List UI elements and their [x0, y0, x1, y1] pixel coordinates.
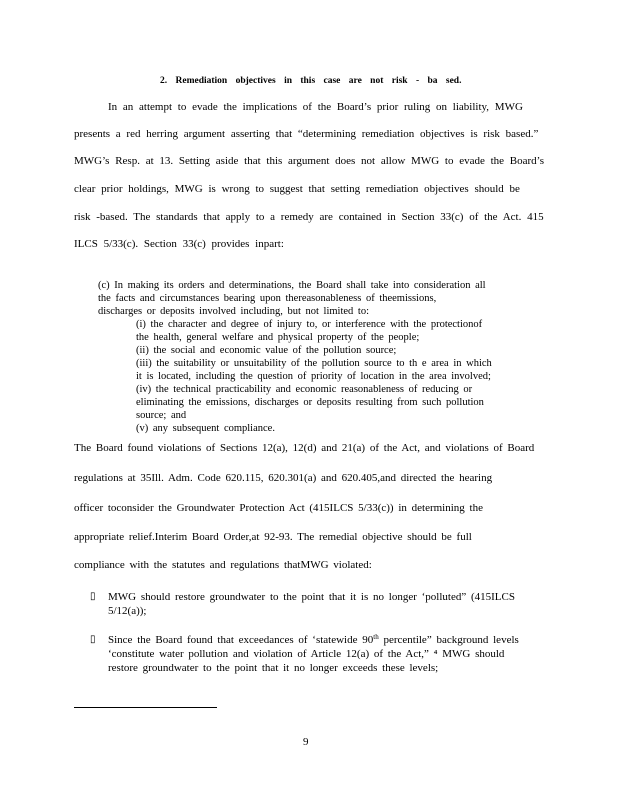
text-line: In an attempt to evade the implications of the Board’s prior ruling on liability, MWG — [108, 101, 523, 113]
bullet-line: 5/12(a)); — [108, 605, 147, 617]
quote-item-line: the health, general welfare and physical property of the people; — [136, 332, 420, 343]
quote-item-line: eliminating the emissions, discharges or deposits resulting from such pollution — [136, 397, 484, 408]
quote-item-line: it is located, including the question of priority of location in the area involved; — [136, 371, 491, 382]
quote-item-line: (ii) the social and economic value of the pollution source; — [136, 345, 397, 356]
page-number: 9 — [303, 736, 309, 748]
text-line: officer toconsider the Groundwater Protection Act (415ILCS 5/33(c)) in determining the — [74, 502, 483, 514]
text-line: ILCS 5/33(c). Section 33(c) provides inpart: — [74, 238, 284, 250]
bullet-line — [108, 634, 519, 647]
quote-item-line: (v) any subsequent compliance. — [136, 423, 275, 434]
text-line: clear prior holdings, MWG is wrong to suggest that setting remediation objectives should be — [74, 183, 520, 195]
text-line: MWG’s Resp. at 13. Setting aside that this argument does not allow MWG to evade the Board’s — [74, 155, 545, 167]
bullet-icon: ▯ — [90, 634, 96, 645]
section-heading: 2. Remediation objectives in this case are not risk - ba sed. — [160, 76, 462, 86]
text-line: presents a red herring argument asserting that “determining remediation objectives is risk based.” — [74, 128, 539, 140]
bullet-line: restore groundwater to the point that it no longer exceeds these levels; — [108, 662, 439, 674]
bullet-icon: ▯ — [90, 591, 96, 602]
footnote-separator — [74, 707, 217, 708]
bullet-text: percentile” background levels — [378, 634, 519, 646]
quote-item-line: (i) the character and degree of injury to, or interference with the protectionof — [136, 319, 483, 330]
superscript: th — [373, 633, 379, 641]
text-line: The Board found violations of Sections 12(a), 12(d) and 21(a) of the Act, and violations of Board — [74, 442, 535, 454]
quote-line: (c) In making its orders and determinations, the Board shall take into consideration all — [98, 280, 486, 291]
text-line: regulations at 35Ill. Adm. Code 620.115, 620.301(a) and 620.405,and directed the hearing — [74, 472, 493, 484]
bullet-line: ‘constitute water pollution and violation of Article 12(a) of the Act,” ⁴ MWG should — [108, 648, 505, 660]
text-line: compliance with the statutes and regulations thatMWG violated: — [74, 559, 372, 571]
text-line: appropriate relief.Interim Board Order,at 92-93. The remedial objective should be full — [74, 531, 472, 543]
quote-item-line: source; and — [136, 410, 187, 421]
quote-item-line: (iv) the technical practicability and economic reasonableness of reducing or — [136, 384, 473, 395]
text-line: risk -based. The standards that apply to a remedy are contained in Section 33(c) of the Act. 415 — [74, 211, 544, 223]
bullet-line: MWG should restore groundwater to the point that it is no longer ‘polluted” (415ILCS — [108, 591, 515, 603]
quote-item-line: (iii) the suitability or unsuitability of the pollution source to th e area in which — [136, 358, 492, 369]
quote-line: the facts and circumstances bearing upon thereasonableness of theemissions, — [98, 293, 437, 304]
bullet-text: Since the Board found that exceedances of ‘statewide 90 — [108, 634, 374, 646]
quote-line: discharges or deposits involved including, but not limited to: — [98, 306, 369, 317]
